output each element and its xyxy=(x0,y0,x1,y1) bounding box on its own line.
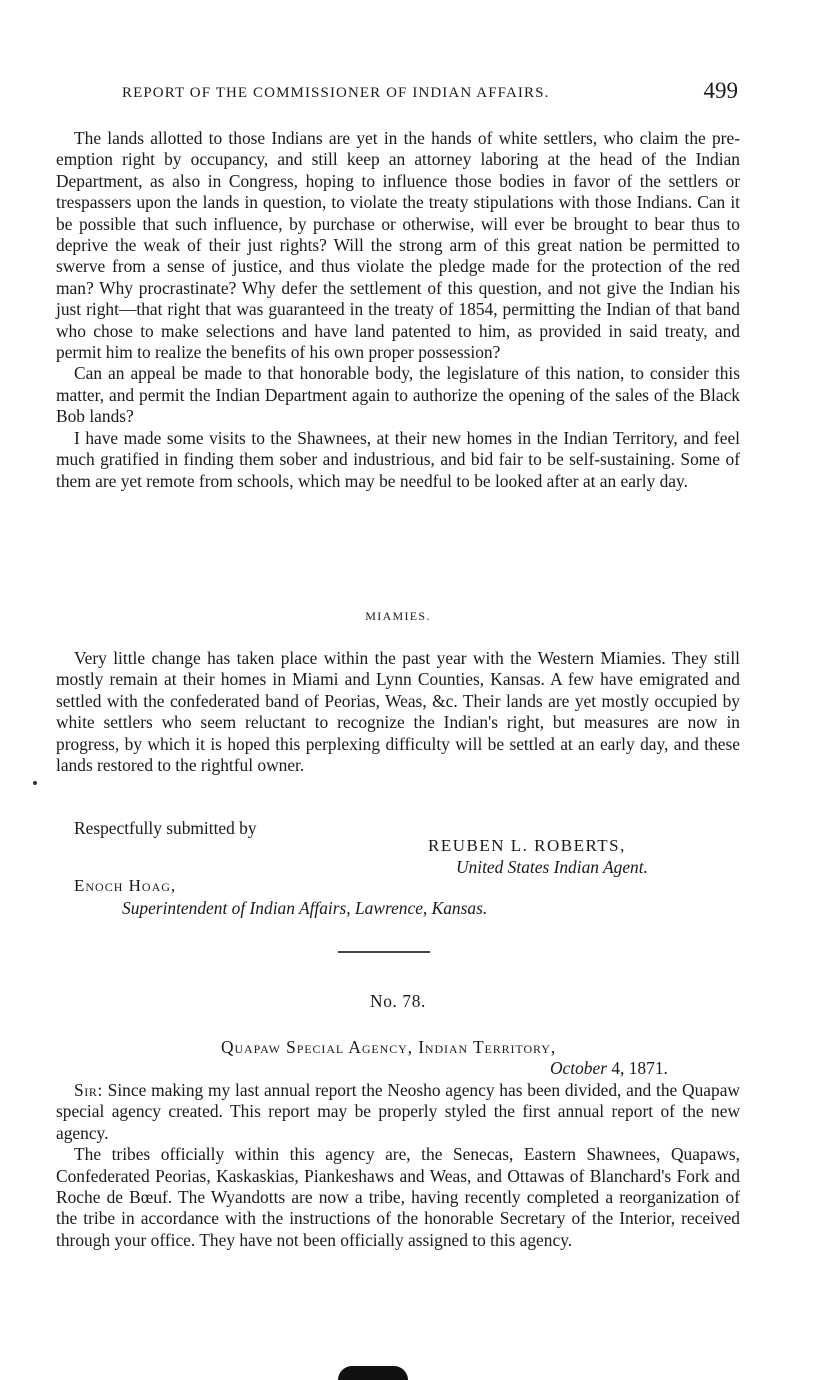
section-divider xyxy=(338,951,430,953)
quapaw-letter-text xyxy=(56,1080,740,1251)
paragraph-agency-divided-text: Since making my last annual report the Neosho agency has been divided, and the Quapaw special agency created. This report may be properly styled the first annual report of the new agency. xyxy=(56,1080,740,1143)
closing-line: Respectfully submitted by xyxy=(74,818,257,838)
paragraph-shawnee-visits: I have made some visits to the Shawnees, at their new homes in the Indian Territory, and feel much gratified in finding them sober and industrious, and bid fair to be self-sustaining. Some of them are yet remote from schools, which may be needful to be looked after at an early day. xyxy=(56,427,740,491)
dateline-month: October xyxy=(550,1058,607,1078)
paragraph-lands-allotted: The lands allotted to those Indians are yet in the hands of white settlers, who claim the pre-emption right by occupancy, and still keep an attorney laboring at the head of the Indian Department, as also in Congress, hoping to influence those bodies in favor of the settlers or trespassers upon the lands in question, to violate the treaty stipulations with those Indians. Can it be possible that such influence, by purchase or otherwise, will ever be brought to bear thus to deprive the weak of their just rights? Will the strong arm of this great nation be permitted to swerve from a sense of justice, and thus violate the pledge made for the protection of the red man? Why procrastinate? Why defer the settlement of this question, and not give the Indian his just right—that right that was guaranteed in the treaty of 1854, permitting the Indian of that band who chose to make selections and have land patented to him, as provided in said treaty, and permit him to realize the benefits of his own proper possession? xyxy=(56,128,740,363)
section-heading-miamies: MIAMIES. xyxy=(365,609,431,623)
dateline-agency: Quapaw Special Agency, Indian Territory, xyxy=(221,1037,557,1057)
binding-mark xyxy=(338,1366,408,1380)
dateline-date xyxy=(550,1058,668,1079)
salutation: Sir: xyxy=(74,1080,103,1100)
shawnee-section-text xyxy=(56,128,740,492)
paragraph-appeal: Can an appeal be made to that honorable body, the legislature of this nation, to consider this matter, and permit the Indian Department again to authorize the opening of the sales of the Black Bob lands? xyxy=(56,363,740,427)
paragraph-tribes: The tribes officially within this agency are, the Senecas, Eastern Shawnees, Quapaws, Confederated Peorias, Kaskaskias, Piankeshaws and Weas, and Ottawas of Blanchard's Fork and Roche de Bœuf. The Wyandotts are now a tribe, having recently completed a reorganization of the tribe in accordance with the instructions of the honorable Secretary of the Interior, received through your office. They have not been officially assigned to this agency. xyxy=(56,1144,740,1250)
signature-block xyxy=(428,835,728,878)
dateline-day-year: 4, 1871. xyxy=(607,1058,668,1078)
paragraph-miamies: Very little change has taken place within the past year with the Western Miamies. They still mostly remain at their homes in Miami and Lynn Counties, Kansas. A few have emigrated and settled with the confederated band of Peorias, Weas, &c. Their lands are yet mostly occupied by white settlers who seem reluctant to recognize the Indian's right, but measures are now in progress, by which it is hoped this perplexing difficulty will be settled at an early day, and these lands restored to the rightful owner. xyxy=(56,648,740,776)
addressee-name: Enoch Hoag, xyxy=(74,876,177,895)
paragraph-agency-divided xyxy=(56,1080,740,1144)
page-header xyxy=(56,78,740,108)
margin-dot xyxy=(33,781,37,785)
signature-title: United States Indian Agent. xyxy=(456,857,648,877)
miamies-section-text xyxy=(56,648,740,776)
addressee-title: Superintendent of Indian Affairs, Lawrence, Kansas. xyxy=(122,898,488,918)
page-number: 499 xyxy=(703,78,738,103)
document-page xyxy=(56,0,740,1380)
running-head: REPORT OF THE COMMISSIONER OF INDIAN AFFAIRS. xyxy=(122,85,550,101)
signature-name: REUBEN L. ROBERTS, xyxy=(428,836,626,855)
document-number: No. 78. xyxy=(370,991,426,1011)
